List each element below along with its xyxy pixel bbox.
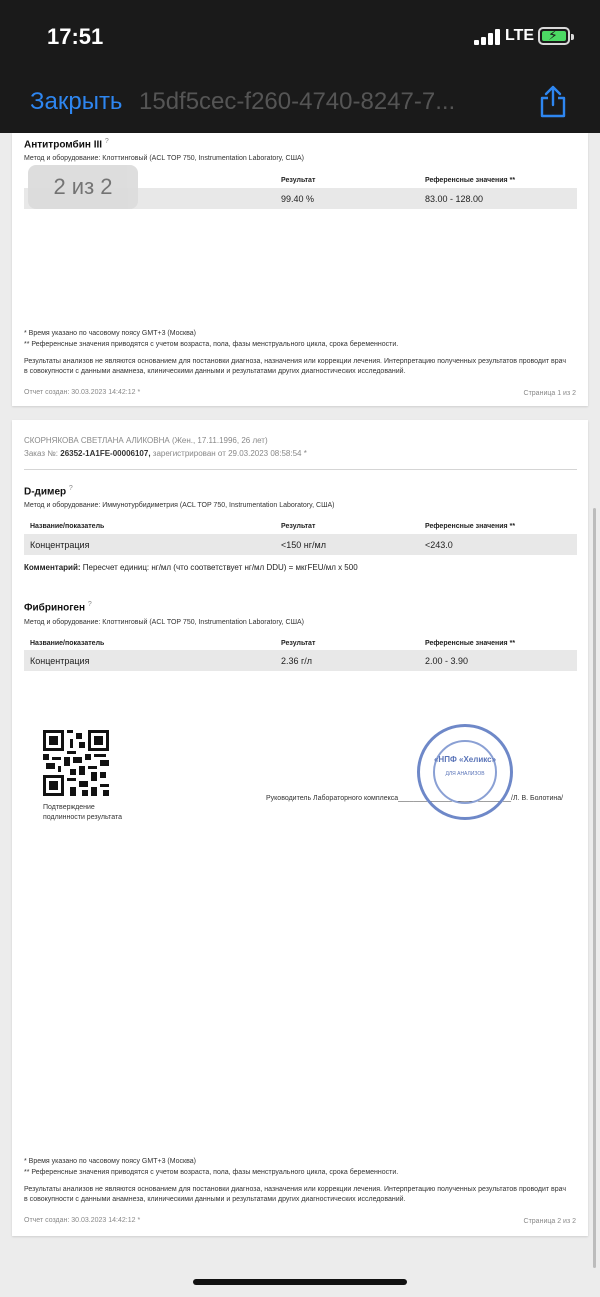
page-2: СКОРНЯКОВА СВЕТЛАНА АЛИКОВНА (Жен., 17.11.1996, 26 лет) Заказ №: 26352-1A1FE-00006107, зарегистрирован от 29.03.2023 08:58:54 * D-димер ? Метод и оборудование: Иммунотурбидиметрия (ACL TOP 750, Instrumentation Laboratory, США) Название/показатель Результат Референсные значения ** Концентрация <150 нг/мл <243.0 Комментарий: Пересчет единиц: нг/мл (что соответствует нг/мл DDU) = мкгFEU/мл х 500 Фибриноген ? Метод и оборудование: Клоттинговый (ACL TOP 750, Instrumentation Laboratory, США) Название/показатель Результат Референсные значения ** Концентрация 2.36 г/л 2.00 - 3.90 Подтверждение подлинности результата Руководитель Лабораторного комплекса_____________________________/Л. В. Болотина/ «НПФ «Хеликс» ДЛЯ АНАЛИЗОВ * Время указано по часовому поясу GMT+3 (Москва) ** Референсные значения приводятся с учетом возраста, пола, фазы менструального цикла, срока беременности. Результаты анализов не являются основанием для постановки диагноза, назначения или коррекции лечения. Интерпретацию полученных результатов проводит врач в совокупности с данными анамнеза, клиническими данными и результатами других диагностических исследований. Отчет создан: 30.03.2023 14:42:12 * Страница 2 из 2 bbox=[12, 420, 588, 1236]
table-row: Концентрация 2.36 г/л 2.00 - 3.90 bbox=[24, 650, 577, 671]
close-button[interactable]: Закрыть bbox=[30, 88, 123, 115]
page-number: Страница 2 из 2 bbox=[523, 1218, 576, 1225]
footnote-reference: ** Референсные значения приводятся с учетом возраста, пола, фазы менструального цикла, срока беременности. bbox=[24, 341, 399, 348]
ddimer-comment: Комментарий: Пересчет единиц: нг/мл (что соответствует нг/мл DDU) = мкгFEU/мл х 500 bbox=[24, 563, 358, 572]
report-created: Отчет создан: 30.03.2023 14:42:12 * bbox=[24, 389, 141, 396]
footnote-time: * Время указано по часовому поясу GMT+3 (Москва) bbox=[24, 1158, 196, 1165]
result-value: 99.40 % bbox=[281, 194, 315, 204]
lab-stamp: «НПФ «Хеликс» ДЛЯ АНАЛИЗОВ bbox=[417, 724, 513, 820]
ddimer-title: D-димер ? bbox=[24, 485, 73, 498]
ddimer-method: Метод и оборудование: Иммунотурбидиметрия (ACL TOP 750, Instrumentation Laboratory, США) bbox=[24, 502, 335, 509]
scrollbar[interactable] bbox=[593, 508, 596, 1268]
share-icon[interactable] bbox=[538, 84, 568, 118]
disclaimer: Результаты анализов не являются основанием для постановки диагноза, назначения или коррекции лечения. Интерпретацию полученных результатов проводит врач в совокупности с данными анамнеза, клиническими данными и результатами других диагностических исследований. bbox=[24, 1186, 567, 1203]
qr-caption: Подтверждение подлинности результата bbox=[43, 804, 122, 821]
footnote-reference: ** Референсные значения приводятся с учетом возраста, пола, фазы менструального цикла, срока беременности. bbox=[24, 1169, 399, 1176]
disclaimer: Результаты анализов не являются основанием для постановки диагноза, назначения или коррекции лечения. Интерпретацию полученных результатов проводит врач в совокупности с данными анамнеза, клиническими данными и результатами других диагностических исследований. bbox=[24, 358, 567, 375]
document-viewer[interactable] bbox=[0, 133, 600, 1297]
signature-line: Руководитель Лабораторного комплекса_____________________________/Л. В. Болотина/ bbox=[266, 795, 564, 802]
report-created: Отчет создан: 30.03.2023 14:42:12 * bbox=[24, 1217, 141, 1224]
home-indicator[interactable] bbox=[193, 1279, 407, 1285]
fibrinogen-title: Фибриноген ? bbox=[24, 601, 92, 614]
order-info: Заказ №: 26352-1A1FE-00006107, зарегистрирован от 29.03.2023 08:58:54 * bbox=[24, 449, 307, 458]
patient-info: СКОРНЯКОВА СВЕТЛАНА АЛИКОВНА (Жен., 17.11.1996, 26 лет) bbox=[24, 436, 268, 445]
divider bbox=[24, 469, 577, 470]
page-number: Страница 1 из 2 bbox=[523, 390, 576, 397]
fibrinogen-method: Метод и оборудование: Клоттинговый (ACL TOP 750, Instrumentation Laboratory, США) bbox=[24, 619, 304, 626]
signal-icon bbox=[474, 29, 500, 45]
network-label: LTE bbox=[505, 27, 535, 44]
status-time: 17:51 bbox=[47, 24, 104, 49]
antithrombin-method: Метод и оборудование: Клоттинговый (ACL TOP 750, Instrumentation Laboratory, США) bbox=[24, 155, 304, 162]
antithrombin-title: Антитромбин III ? bbox=[24, 138, 109, 151]
document-title: 15df5cec-f260-4740-8247-7... bbox=[139, 88, 456, 115]
page-1: Антитромбин III ? Метод и оборудование: Клоттинговый (ACL TOP 750, Instrumentation Laboratory, США) Результат Референсные значения ** 99.40 % 83.00 - 128.00 * Время указано по часовому поясу GMT+3 (Москва) ** Референсные значения приводятся с учетом возраста, пола, фазы менструального цикла, срока беременности. Результаты анализов не являются основанием для постановки диагноза, назначения или коррекции лечения. Интерпретацию полученных результатов проводит врач в совокупности с данными анамнеза, клиническими данными и результатами других диагностических исследований. Отчет создан: 30.03.2023 14:42:12 * Страница 1 из 2 bbox=[12, 133, 588, 406]
table-row: Концентрация <150 нг/мл <243.0 bbox=[24, 534, 577, 555]
battery-icon: ⚡ bbox=[538, 27, 570, 45]
reference-value: 83.00 - 128.00 bbox=[425, 194, 484, 204]
top-bar bbox=[0, 0, 600, 133]
footnote-time: * Время указано по часовому поясу GMT+3 (Москва) bbox=[24, 330, 196, 337]
page-counter: 2 из 2 bbox=[28, 165, 138, 209]
qr-code bbox=[43, 730, 109, 796]
